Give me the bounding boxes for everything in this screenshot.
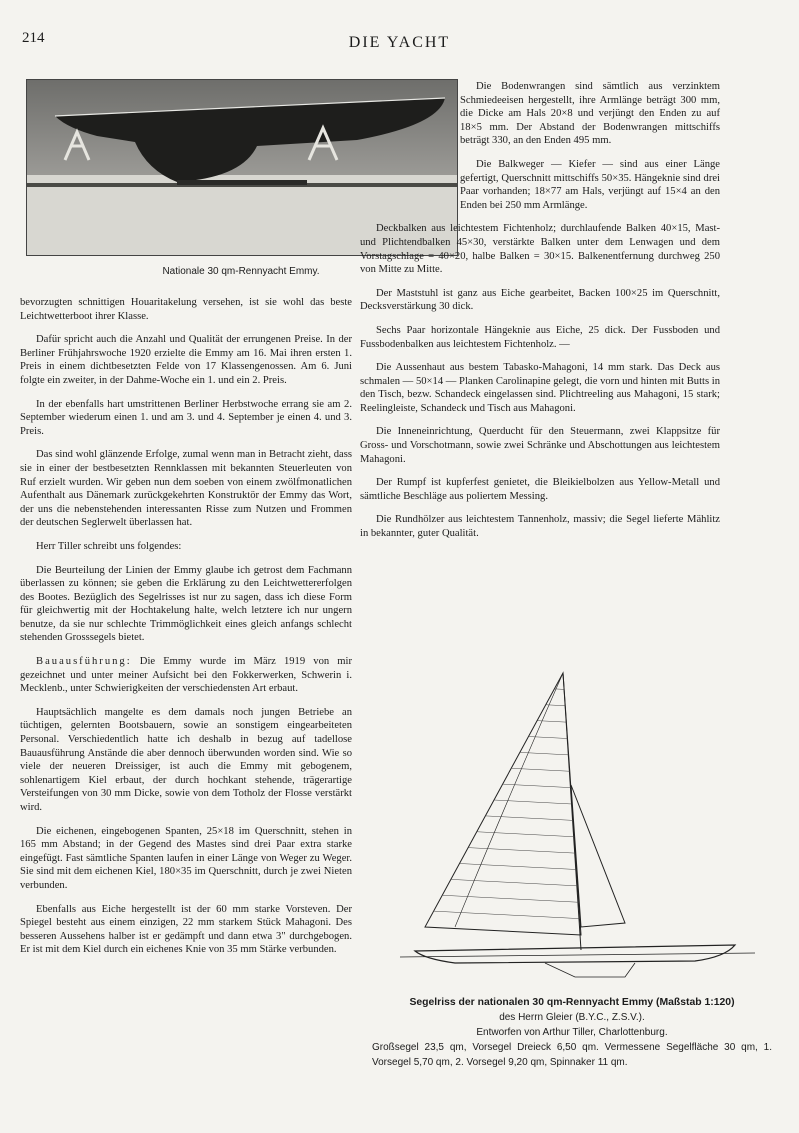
sailplan-caption bbox=[372, 995, 772, 1070]
running-head: DIE YACHT bbox=[348, 34, 451, 51]
left-column bbox=[20, 296, 352, 967]
paragraph: Deckbalken aus leichtestem Fichtenholz; durchlaufende Balken 40×15, Mast- und Plichtendbalken 45×30, verstärkte Balken unter dem Lenwagen und dem Vorstagschlage = 40×20, halbe Balken = 30×15. Balkenentfernung durchweg 250 von Mitte zu Mitte. bbox=[360, 223, 720, 276]
sail-seam bbox=[442, 895, 579, 902]
caption-designer: Entworfen von Arthur Tiller, Charlottenburg. bbox=[476, 1027, 668, 1038]
paragraph: Der Maststuhl ist ganz aus Eiche gearbeitet, Backen 100×25 im Querschnitt, Decksverstärkung 30 dick. bbox=[360, 287, 720, 313]
sail-seam bbox=[477, 832, 575, 837]
paragraph: Herr Tiller schreibt uns folgendes: bbox=[36, 540, 182, 552]
caption-specs: Großsegel 23,5 qm, Vorsegel Dreieck 6,50 qm. Vermessene Segelfläche 30 qm, 1. Vorsegel 5,70 qm, 2. Vorsegel 9,20 qm, Spinnaker 11 qm. bbox=[372, 1042, 772, 1068]
sail-seam bbox=[451, 879, 578, 886]
paragraph: Die Rundhölzer aus leichtestem Tannenholz, massiv; die Segel lieferte Mählitz in bekannter, guter Qualität. bbox=[360, 514, 720, 540]
caption-scale: (Maßstab 1:120) bbox=[653, 997, 735, 1008]
paragraph-bauausfuehrung bbox=[20, 655, 352, 696]
paragraph: Die Beurteilung der Linien der Emmy glaube ich getrost dem Fachmann überlassen zu können; sie geben die Erklärung zu den Leichtwettererfolgen des Bootes. Bezüglich des Segelrisses ist nur zu sagen, dass ich diese Form für gleichwertig mit der Hochtakelung halte, welch letztere ich nur ungern benutze, da sie nur schlechte Trimmöglichkeit eines gleich anfangs schlecht stehenden Grosssegels bietet. bbox=[20, 564, 352, 644]
paragraph: bevorzugten schnittigen Houaritakelung versehen, ist sie wohl das beste Leichtwetterboot ihrer Klasse. bbox=[20, 297, 352, 322]
paragraph: Sechs Paar horizontale Hängeknie aus Eiche, 25 dick. Der Fussboden und Fussbodenbalken aus leichtestem Fichtenholz. — bbox=[360, 324, 720, 350]
right-column bbox=[360, 80, 720, 551]
paragraph: Die Balkweger — Kiefer — sind aus einer Länge gefertigt, Querschnitt mittschiffs 50×35. Hängeknie sind drei Paar vorhanden; 18×77 am Hals, verjüngt auf 15×4 an den Enden bei 250 mm Armlänge. bbox=[460, 158, 720, 211]
sail-seam bbox=[460, 864, 577, 870]
photo-caption: Nationale 30 qm-Rennyacht Emmy. bbox=[162, 266, 320, 277]
sail-seam bbox=[520, 752, 569, 755]
paragraph: Hauptsächlich mangelte es dem damals noch jungen Betriebe an tüchtigen, gelernten Bootsbauern, sowie an sonstigem eingearbeiteten Personal. Verschiedentlich hatte ich deshalb in bezug auf tadellose Bauausführung Anstände die aber dennoch überwunden worden sind. Wie so viele der neueren Dreissiger, ist auch die Emmy mit gebogenem, sohlenartigem Kiel erbaut, der durch hochkant stehende, trägerartige Versteifungen von 30 mm Dicke, sowie von dem Totholz der Flosse verstärkt wird. bbox=[20, 706, 352, 813]
section-label: Bauausführung: bbox=[36, 656, 132, 668]
sail-seam bbox=[485, 816, 573, 821]
paragraph-text: Die Emmy wurde im März 1919 von mir gezeichnet und unter meiner Aufsicht bei den Fokkerwerken, Schwerin i. Mecklenb., unter Schwierigkeiten der verschiedensten Art erbaut. bbox=[20, 656, 352, 695]
sailplan-drawing bbox=[395, 665, 775, 985]
sail-seam bbox=[434, 911, 580, 919]
page-number: 214 bbox=[22, 30, 45, 46]
paragraph: Der Rumpf ist kupferfest genietet, die Bleikielbolzen aus Yellow-Metall und sämtliche Beschläge aus poliertem Messing. bbox=[360, 477, 720, 502]
sail-seam bbox=[494, 800, 572, 804]
sailplan-svg bbox=[395, 665, 775, 985]
caption-title: Segelriss der nationalen 30 qm-Rennyacht Emmy bbox=[409, 997, 654, 1008]
paragraph: Das sind wohl glänzende Erfolge, zumal wenn man in Betracht zieht, dass sie in einer der bestbesetzten Rennklassen mit bekannten Steuerleuten von Ruf erzielt wurden. Wir geben nun dem soeben von einem zwölfmonatlichen Aufenthalt aus Dänemark zurückgekehrten Konstruktör der Emmy das Wort, der uns die nebenstehenden interessanten Risse zum Nutzen und Frommen der deutschen Seglerwelt überlassen hat. bbox=[20, 449, 352, 529]
paragraph: Die eichenen, eingebogenen Spanten, 25×18 im Querschnitt, stehen in 165 mm Abstand; in der Gegend des Mastes sind drei Paar extra starke eingefügt. Fast sämtliche Spanten laufen in einer Länge von Weger zu Weger. Sie sind mit dem eichenen Kiel, 180×35 im Querschnitt, durch je zwei Nieten verbunden. bbox=[20, 825, 352, 891]
paragraph: Die Aussenhaut aus bestem Tabasko-Mahagoni, 14 mm stark. Das Deck aus schmalen — 50×14 — Planken Carolinapine gelegt, die vorn und hinten mit Butts in den Tisch, bezw. Schandeck eingelassen sind. Plichtreeling aus Mahagoni, 15 stark; Reelingleiste, Schandeck und Tisch aus Mahagoni. bbox=[360, 362, 720, 414]
paragraph: Dafür spricht auch die Anzahl und Qualität der errungenen Preise. In der Berliner Frühjahrswoche 1920 erzielte die Emmy am 16. Mai ihren ersten 1. Preis in einem dichtbesetzten Felde von 17 Klassengenossen. Am 6. Juni folgte ein zweiter, in der Dahme-Woche ein 1. und ein 2. Preis. bbox=[20, 334, 352, 386]
caption-owner: des Herrn Gleier (B.Y.C., Z.S.V.). bbox=[499, 1012, 645, 1023]
sail-seam bbox=[511, 768, 570, 771]
paragraph: Die Inneneinrichtung, Querducht für den Steuermann, zwei Klappsitze für Gross- und Vorschotmann, sowie zwei Schränke und Abschottungen aus leichtestem Mahagoni. bbox=[360, 426, 720, 465]
caption-title-line bbox=[372, 995, 772, 1010]
paragraph: In der ebenfalls hart umstrittenen Berliner Herbstwoche errang sie am 2. September wiederum einen 1. und am 3. und 4. September je einen 4. und 3. Preis. bbox=[20, 398, 352, 437]
paragraph: Ebenfalls aus Eiche hergestellt ist der 60 mm starke Vorsteven. Der Spiegel besteht aus einem einzigen, 22 mm starkem Stück Mahagoni. Des besseren Aussehens halber ist er gedämpft und dann etwa 3" durchgebogen. Er ist mit dem Kiel durch ein eichenes Knie von 35 mm Stärke verbunden. bbox=[20, 903, 352, 956]
sail-seam bbox=[468, 848, 575, 854]
paragraph: Die Bodenwrangen sind sämtlich aus verzinktem Schmiedeeisen hergestellt, ihre Armlänge beträgt 300 mm, die Dicke am Hals 20×8 und verjüngt den Enden zu auf 18×5 mm. Der Abstand der Bodenwrangen mittschiffs beträgt 330, an den Enden 495 mm. bbox=[460, 81, 720, 147]
sail-seam bbox=[503, 784, 571, 788]
